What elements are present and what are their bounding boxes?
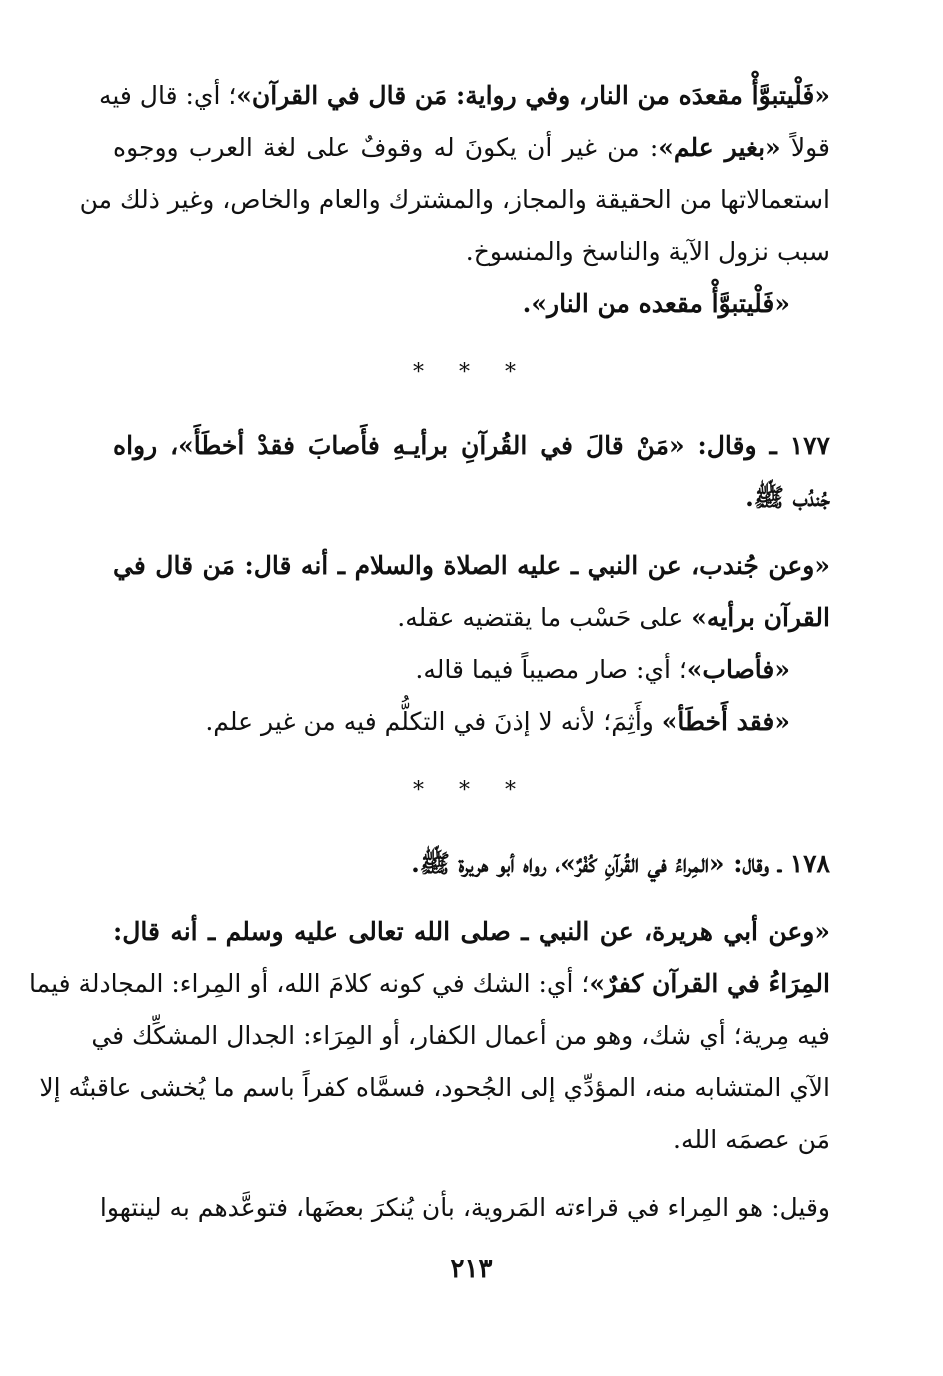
text-line: وقيل: هو المِراء في قراءته المَروية، بأن يُنكرَ بعضَها، فتوعَّدهم به لينتهوا [99,1193,830,1222]
plain-text: ؛ أي: الشك في كونه كلامَ الله، أو المِراء: المجادلة فيما [29,969,590,998]
page-number: ٢١٣ [450,1254,493,1284]
spacer [113,890,830,906]
section-separator: * * * [413,778,530,803]
plain-text: ؛ أي: صار مصيباً فيما قاله. [415,655,687,684]
quote-text: المِرَاءُ في القرآن كفرٌ» [589,969,830,998]
commentary-line: مَن عصمَه الله. [673,1125,830,1154]
quote-text: «بغير علم» [658,133,781,162]
commentary-line: «وعن جُندب، عن النبي ـ عليه الصلاة والسلام ـ أنه قال: مَن قال في [113,551,830,580]
commentary-line [113,696,830,748]
paragraph-1 [79,70,830,330]
commentary-line: الآي المتشابه منه، المؤدِّي إلى الجُحود، فسمَّاه كفراً باسم ما يُخشى عاقبتُه إلا [39,1073,830,1102]
hadith-line [113,420,830,472]
text-line [98,70,830,122]
plain-text: ؛ أي: قال فيه [98,81,237,110]
quote-text: «فَلْيتبوَّأْ مقعدَه من النار، وفي رواية: مَن قال في القرآن» [236,81,830,110]
hadith-text: ١٧٨ ـ وقال: «المِراءُ في القُرآنِ كُفْرٌ» [560,849,830,878]
hadith-line [113,472,830,524]
honorific-symbol: ﷺ [753,483,784,512]
hadith-177 [113,420,830,524]
hadith-text: ، رواه أبو هريرة [449,849,561,878]
honorific-symbol: ﷺ [419,849,450,878]
plain-text: وأَثِمَ؛ لأنه لا إذنَ في التكلُّم فيه من غير علم. [205,707,662,736]
text-line [113,122,830,174]
narrator-name: جُندُب [784,483,830,512]
hadith-text: ، رواه [113,431,179,460]
text-line: سبب نزول الآية والناسخ والمنسوخ. [465,237,830,266]
commentary-line [113,644,830,696]
plain-text: : من غير أن يكونَ له وقوفٌ على لغة العرب ووجوه [113,133,659,162]
spacer [113,1166,830,1182]
punctuation: . [745,483,754,512]
commentary-177 [113,540,830,748]
quote-line: «فَلْيتبوَّأْ مقعده من النار». [522,289,790,318]
text-line: استعمالاتها من الحقيقة والمجاز، والمشترك والعام والخاص، وغير ذلك من [79,185,830,214]
hadith-line [113,838,830,890]
commentary-line [113,592,830,644]
spacer [113,524,830,540]
section-separator: * * * [413,360,530,385]
plain-text: قولاً [780,133,830,162]
hadith-178 [113,838,830,890]
quote-text: القرآن برأيه» [691,603,830,632]
plain-text: على حَسْب ما يقتضيه عقله. [397,603,692,632]
final-paragraph [99,1182,830,1234]
quote-text: «فأصاب» [686,655,790,684]
page-body [29,70,830,1234]
commentary-178 [29,906,830,1166]
quote-text: «فقد أَخطَأ» [661,707,790,736]
commentary-line: فيه مِرية؛ أي شك، وهو من أعمال الكفار، أو المِرَاء: الجدال المشكِّك في [91,1021,830,1050]
punctuation: . [411,849,420,878]
hadith-text: ١٧٧ ـ وقال: «مَنْ قالَ في القُرآنِ برأيـهِ فأَصابَ فقدْ أخطَأَ» [178,431,830,460]
commentary-line [29,958,830,1010]
commentary-line: «وعن أبي هريرة، عن النبي ـ صلى الله تعالى عليه وسلم ـ أنه قال: [113,917,830,946]
